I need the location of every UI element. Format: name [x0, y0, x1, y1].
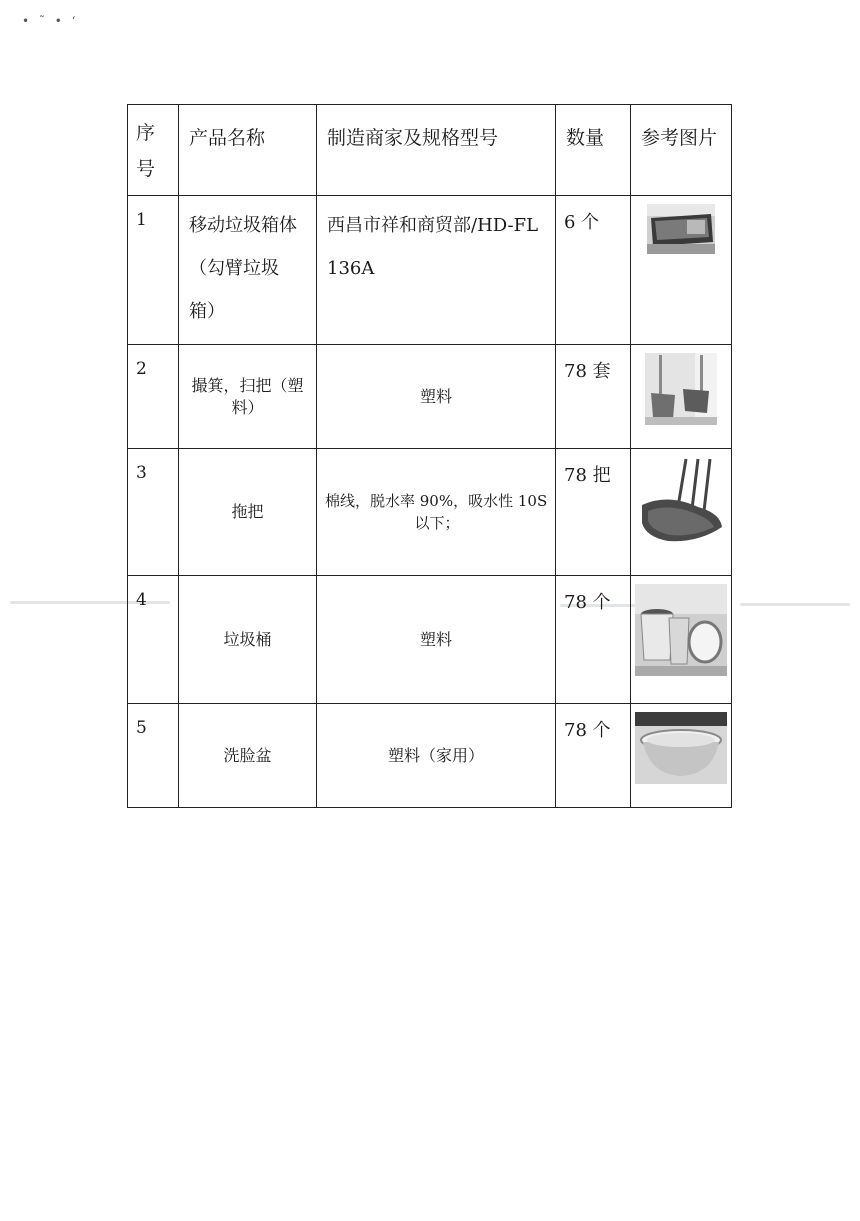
- table-row: [128, 704, 732, 808]
- row-seq: 5: [128, 704, 179, 808]
- header-maker: 制造商家及规格型号: [317, 105, 556, 196]
- header-image: 参考图片: [631, 105, 732, 196]
- wash-basin-photo-icon: [635, 712, 727, 784]
- row-image: [631, 449, 732, 576]
- row-spec: 塑料: [317, 576, 556, 704]
- row-name: 移动垃圾箱体 （勾臂垃圾 箱）: [179, 196, 317, 345]
- row-qty: 78 把: [556, 449, 631, 576]
- trash-bin-photo-icon: [635, 584, 727, 676]
- scan-artifact-mark: • ˜ • ‘: [22, 14, 79, 28]
- table-row: [128, 196, 732, 345]
- row-spec: 西昌市祥和商贸部/HD-FL 136A: [317, 196, 556, 345]
- header-name: 产品名称: [179, 105, 317, 196]
- row-spec: 塑料（家用）: [317, 704, 556, 808]
- row-image: [631, 196, 732, 345]
- scan-streak: [740, 603, 850, 606]
- row-seq: 2: [128, 345, 179, 449]
- row-image: [631, 576, 732, 704]
- header-seq: [128, 105, 179, 196]
- header-qty: 数量: [556, 105, 631, 196]
- row-seq: 3: [128, 449, 179, 576]
- row-spec: 棉线，脱水率 90%，吸水性 10S 以下；: [317, 449, 556, 576]
- row-qty: 78 个: [556, 576, 631, 704]
- row-name: 垃圾桶: [179, 576, 317, 704]
- table-row: [128, 345, 732, 449]
- header-seq-line2: 号: [136, 158, 156, 180]
- row-name: 洗脸盆: [179, 704, 317, 808]
- row-spec: 塑料: [317, 345, 556, 449]
- table-row: [128, 449, 732, 576]
- row-name: 撮箕，扫把（塑 料）: [179, 345, 317, 449]
- row-qty: 78 个: [556, 704, 631, 808]
- dustpan-broom-photo-icon: [645, 353, 717, 425]
- roll-off-dumpster-photo-icon: [647, 204, 715, 254]
- items-table: [127, 104, 732, 808]
- row-seq: 1: [128, 196, 179, 345]
- header-seq-line1: 序: [136, 122, 156, 144]
- row-qty: 78 套: [556, 345, 631, 449]
- row-seq: 4: [128, 576, 179, 704]
- row-image: [631, 345, 732, 449]
- table-row: [128, 576, 732, 704]
- row-name: 拖把: [179, 449, 317, 576]
- table-header-row: [128, 105, 732, 196]
- mop-photo-icon: [638, 457, 724, 545]
- row-image: [631, 704, 732, 808]
- row-qty: 6 个: [556, 196, 631, 345]
